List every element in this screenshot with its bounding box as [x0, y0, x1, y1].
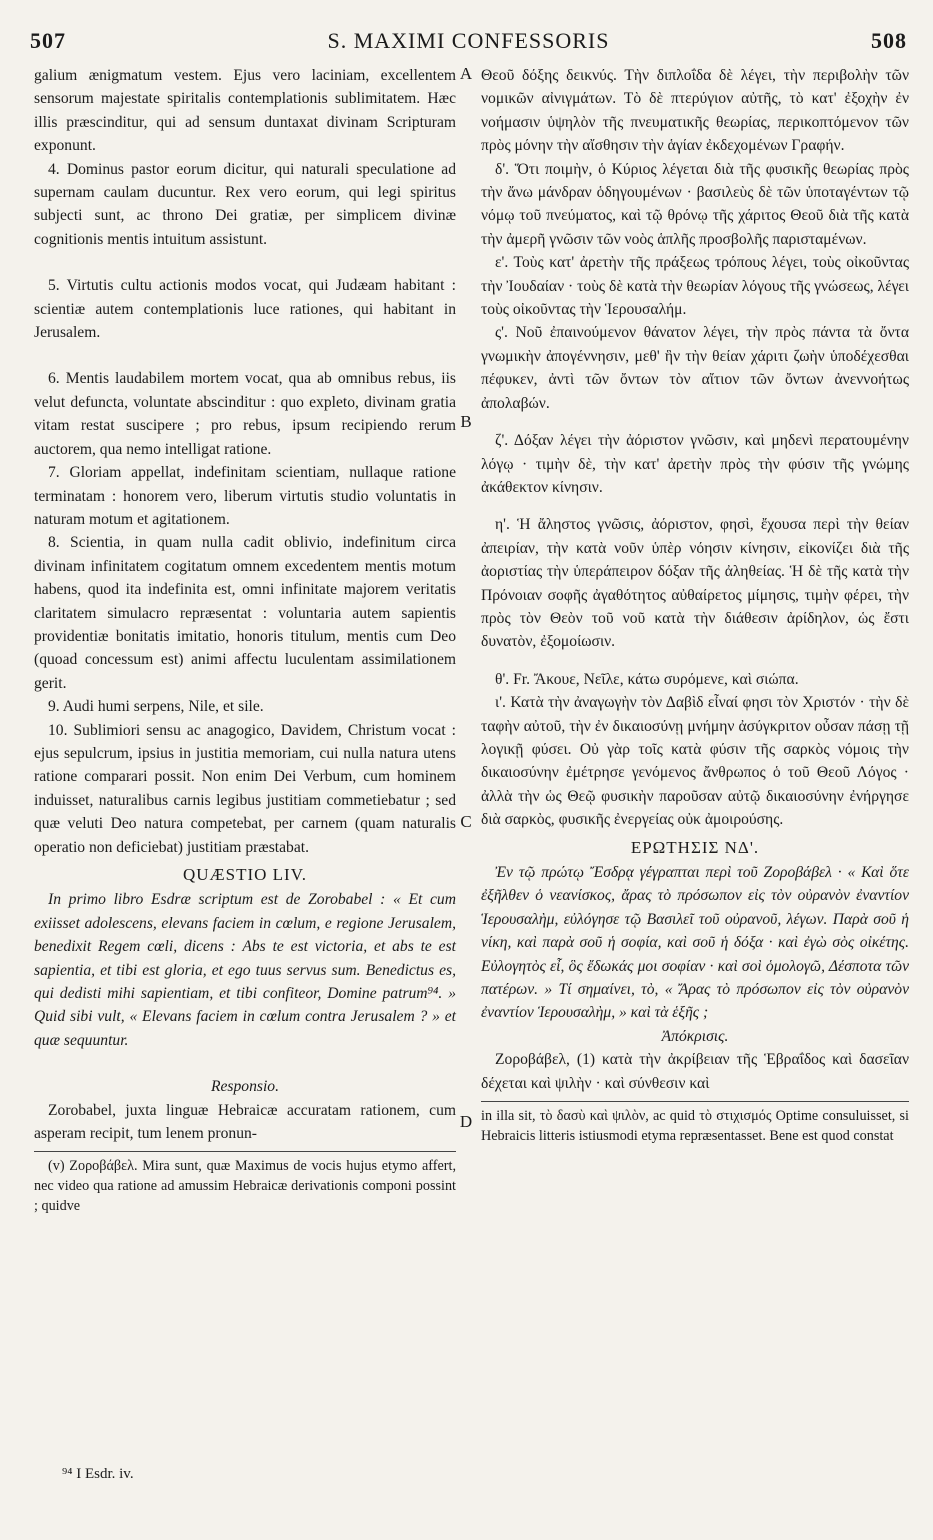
latin-paragraph: 9. Audi humi serpens, Nile, et sile. [48, 698, 264, 716]
section-marker-a: A [459, 64, 473, 83]
note-divider [34, 1151, 456, 1152]
latin-paragraph: galium ænigmatum vestem. Ejus vero laciniam, excellentem sensorum majestate spiritalis contemplationis sublimitatem. Hæc illis præscinditur, qui ad sensum duntaxat divinam Scripturam exponunt. [34, 67, 456, 155]
section-marker-b: B [460, 412, 472, 431]
latin-paragraph: 10. Sublimiori sensu ac anagogico, Davidem, Christum vocat : ejus sepulcrum, ipsius in justitia memoriam, cui nulla natura utens ratione comparari possit. Non enim Dei Verbum, cum hominem induisset, naturalibus carnis legibus justitiam commetiebatur ; sed quæ veluti Deo natura competebat, per carnem (quam naturalis operatio non deficiebat) justitiam præstabat. [34, 721, 456, 856]
latin-paragraph: 8. Scientia, in quam nulla cadit oblivio, indefinitum circa divinam infinitatem cogitatum omnem excedentem mentis motum habens, quod ita indefinita est, omni infinitate majorem veritatis claritatem simulacro repræsentat : voluntaria autem sapientis providentiæ bonitatis imitatio, honoris titulum, mentis cum Deo (quoad concessum est) animi affectu luculentam assimilationem gerit. [34, 534, 456, 692]
greek-paragraph: ι'. Κατὰ τὴν ἀναγωγὴν τὸν Δαβὶδ εἶναί φησι τὸν Χριστόν · τὴν δὲ ταφὴν αὐτοῦ, τὴν ἐν δικαιοσύνῃ μνήμην ἀσύγκριτον οὖσαν πάσῃ τῇ λογικῇ φύσει. Οὐ γὰρ τοῖς κατὰ φύσιν τῆς σαρκὸς νόμοις τὴν δικαιοσύνην ἐμέτρησε γενόμενος ἄνθρωπος ὁ τοῦ Θεοῦ Λόγος · ἀλλὰ τὴν ὡς Θεῷ φυσικὴν παροῦσαν αὐτῷ δικαιοσύνην ἐνήργησε διὰ σαρκὸς, φυσικῆς ἐνεργείας οὐκ ἀμοιρούσης. [481, 694, 909, 829]
page-number-right: 508 [871, 28, 907, 53]
greek-paragraph: δ'. Ὅτι ποιμὴν, ὁ Κύριος λέγεται διὰ τῆς φυσικῆς θεωρίας πρὸς τὴν ἄνω μάνδραν ὁδηγουμένων · βασιλεὺς δὲ τῶν ὑποταγέντων τῷ νόμῳ τοῦ πνεύματος, καὶ τῷ θρόνῳ τῆς χάριτος Θεοῦ διὰ τῆς κατὰ τὴν ἀμερῆ γνῶσιν τῶν νοὸς ἁπλῆς προσβολῆς παρισταμένων. [481, 160, 909, 248]
latin-paragraph: 7. Gloriam appellat, indefinitam scientiam, nullaque ratione terminatam : honorem vero, liberum virtutis studio voluntatis in naturam motum et agitationem. [34, 464, 456, 528]
responsio-heading: Responsio. [210, 1078, 279, 1096]
responsio-heading: Ἀπόκρισις. [661, 1027, 729, 1045]
greek-column [481, 64, 909, 1146]
question-text: Ἐν τῷ πρώτῳ Ἔσδρᾳ γέγραπται περὶ τοῦ Ζοροβάβελ · « Καὶ ὅτε ἐξῆλθεν ὁ νεανίσκος, ἄρας τὸ πρόσωπον εἰς τὸν οὐρανὸν ἐναντίον Ἱερουσαλὴμ, εὐλόγησε τῷ Βασιλεῖ τοῦ οὐρανοῦ, λέγων. Παρὰ σοῦ ἡ νίκη, καὶ παρὰ σοῦ ἡ σοφία, καὶ σοῦ ἡ δόξα · καὶ ἐγὼ σὸς οἰκέτης. Εὐλογητὸς εἶ, ὃς ἔδωκάς μοι σοφίαν · καὶ σοὶ ὁμολογῶ, Δέσποτα τῶν πατέρων. » Τί σημαίνει, τὸ, « Ἄρας τὸ πρόσωπον εἰς τὸν οὐρανὸν ἐναντίον Ἱερουσαλὴμ, » καὶ τὰ ἑξῆς ; [481, 864, 909, 1022]
question-heading: QUÆSTIO LIV. [182, 865, 308, 884]
editor-note: (v) Ζοροβάβελ. Mira sunt, quæ Maximus de vocis hujus etymo affert, nec video qua ratione ad amussim Hebraicæ derivationis componi possint ; quidve [34, 1158, 456, 1215]
footnote: ⁹⁴ I Esdr. iv. [62, 1466, 134, 1482]
question-heading: ΕΡΩΤΗΣΙΣ ΝΔ'. [630, 837, 760, 857]
latin-column [34, 64, 456, 1216]
latin-paragraph: 4. Dominus pastor eorum dicitur, qui naturali speculatione ad supernam caulam ducuntur. Rex vero eorum, qui legi spiritus subjecti sunt, ac throno Dei gratiæ, per simplicem divinæ cognitionis mentis intuitum assistunt. [34, 160, 456, 248]
responsio-text: Ζοροβάβελ, (1) κατὰ τὴν ἀκρίβειαν τῆς Ἑβραΐδος καὶ δασεῖαν δέχεται καὶ ψιλὴν · καὶ σύνθεσιν καὶ [481, 1051, 909, 1092]
section-marker-c: C [460, 812, 472, 831]
question-text: In primo libro Esdræ scriptum est de Zorobabel : « Et cum exiisset adolescens, elevans faciem in cœlum, e regione Jerusalem, benedixit Regem cœli, dicens : Abs te est victoria, et abs te est sapientia, et tibi est gloria, et ego tuus servus sum. Benedictus es, qui dedisti mihi sapientiam, et tibi confiteor, Domine patrum⁹⁴. » Quid sibi vult, « Elevans faciem in cœlum contra Jerusalem ? » et quæ sequuntur. [34, 891, 456, 1049]
greek-paragraph: ζ'. Δόξαν λέγει τὴν ἀόριστον γνῶσιν, καὶ μηδενὶ περατουμένην λόγῳ · τιμὴν δὲ, τὴν κατ' ἀρετὴν πρὸς τὴν φύσιν τῆς γνώμης ἀκάθεκτον κίνησιν. [481, 432, 909, 496]
greek-paragraph: Θεοῦ δόξης δεικνύς. Τὴν διπλοΐδα δὲ λέγει, τὴν περιβολὴν τῶν νομικῶν αἰνιγμάτων. Τὸ δὲ πτερύγιον αὐτῆς, τὸ κατ' ἐξοχὴν ἐν νοήμασιν ὑψηλὸν τῆς πνευματικῆς θεωρίας, περικοπτόμενον τῶν πρὸς μόνην τὴν αἴσθησιν τὴν ἁγίαν ἐκδεχομένων Γραφήν. [481, 67, 909, 155]
page-header [30, 28, 907, 58]
page-number-left: 507 [30, 28, 66, 53]
greek-paragraph: ε'. Τοὺς κατ' ἀρετὴν τῆς πράξεως τρόπους λέγει, τοὺς οἰκοῦντας τὴν Ἰουδαίαν · τοὺς δὲ κατὰ τὴν θεωρίαν λόγους τῆς γνώσεως, λέγει τοὺς οἰκοῦντας τὴν Ἱερουσαλήμ. [481, 254, 909, 319]
greek-paragraph: ς'. Νοῦ ἐπαινούμενον θάνατον λέγει, τὴν πρὸς πάντα τὰ ὄντα γνωμικὴν ἀπογέννησιν, μεθ' ἣν τὴν θείαν χάριτι ζωὴν ὑποδέχεσθαι πέφυκεν, ἀντὶ τῶν ὄντων τὸν αἴτιον τῶν ὄντων ἀνεννοήτως ἀπολαβών. [481, 324, 909, 412]
running-title: S. MAXIMI CONFESSORIS [327, 28, 610, 53]
greek-paragraph: η'. Ἡ ἄληστος γνῶσις, ἀόριστον, φησὶ, ἔχουσα περὶ τὴν θείαν ἀπειρίαν, τὴν κατὰ νοῦν ὑπὲρ νόησιν κίνησιν, εἰκονίζει διὰ τῆς ἀοριστίας τὴν ὑπεράπειρον δόξαν τῆς ἀληθείας. Ἡ δὲ τῆς κατὰ τὴν Πρόνοιαν σοφῆς ἀγαθότητος αὐθαίρετος μίμησις, τιμὴν φέρει, τὴν πρὸς τὸν Θεὸν τοῦ νοῦ κατὰ τὴν διάθεσιν ἀρίδηλον, ὡς ἔστι δυνατὸν, ἐξομοίωσιν. [481, 516, 909, 651]
latin-paragraph: 5. Virtutis cultu actionis modos vocat, qui Judæam habitant : scientiæ autem contemplationis luce rationes, qui habitant in Jerusalem. [34, 277, 456, 342]
responsio-text: Zorobabel, juxta linguæ Hebraicæ accuratam rationem, cum asperam recipit, tum lenem pronun- [34, 1101, 456, 1143]
greek-paragraph: θ'. Fr. Ἄκουε, Νεῖλε, κάτω συρόμενε, καὶ σιώπα. [495, 670, 799, 688]
latin-paragraph: 6. Mentis laudabilem mortem vocat, qua ab omnibus rebus, iis velut defuncta, voluntate abscinditur : quo expleto, divinam gratia vitam restat suscipere ; pro rebus, ipsum recipiendo rerum auctorem, qua nemo intelligat ratione. [34, 370, 456, 458]
note-divider [481, 1101, 909, 1102]
editor-note: in illa sit, τὸ δασὺ καὶ ψιλὸν, ac quid τὸ στιχισμός Optime consuluisset, si Hebraicis litteris istiusmodi etyma repræsentasset. Bene est quod constat [481, 1108, 909, 1145]
section-marker-d: D [459, 1112, 473, 1131]
